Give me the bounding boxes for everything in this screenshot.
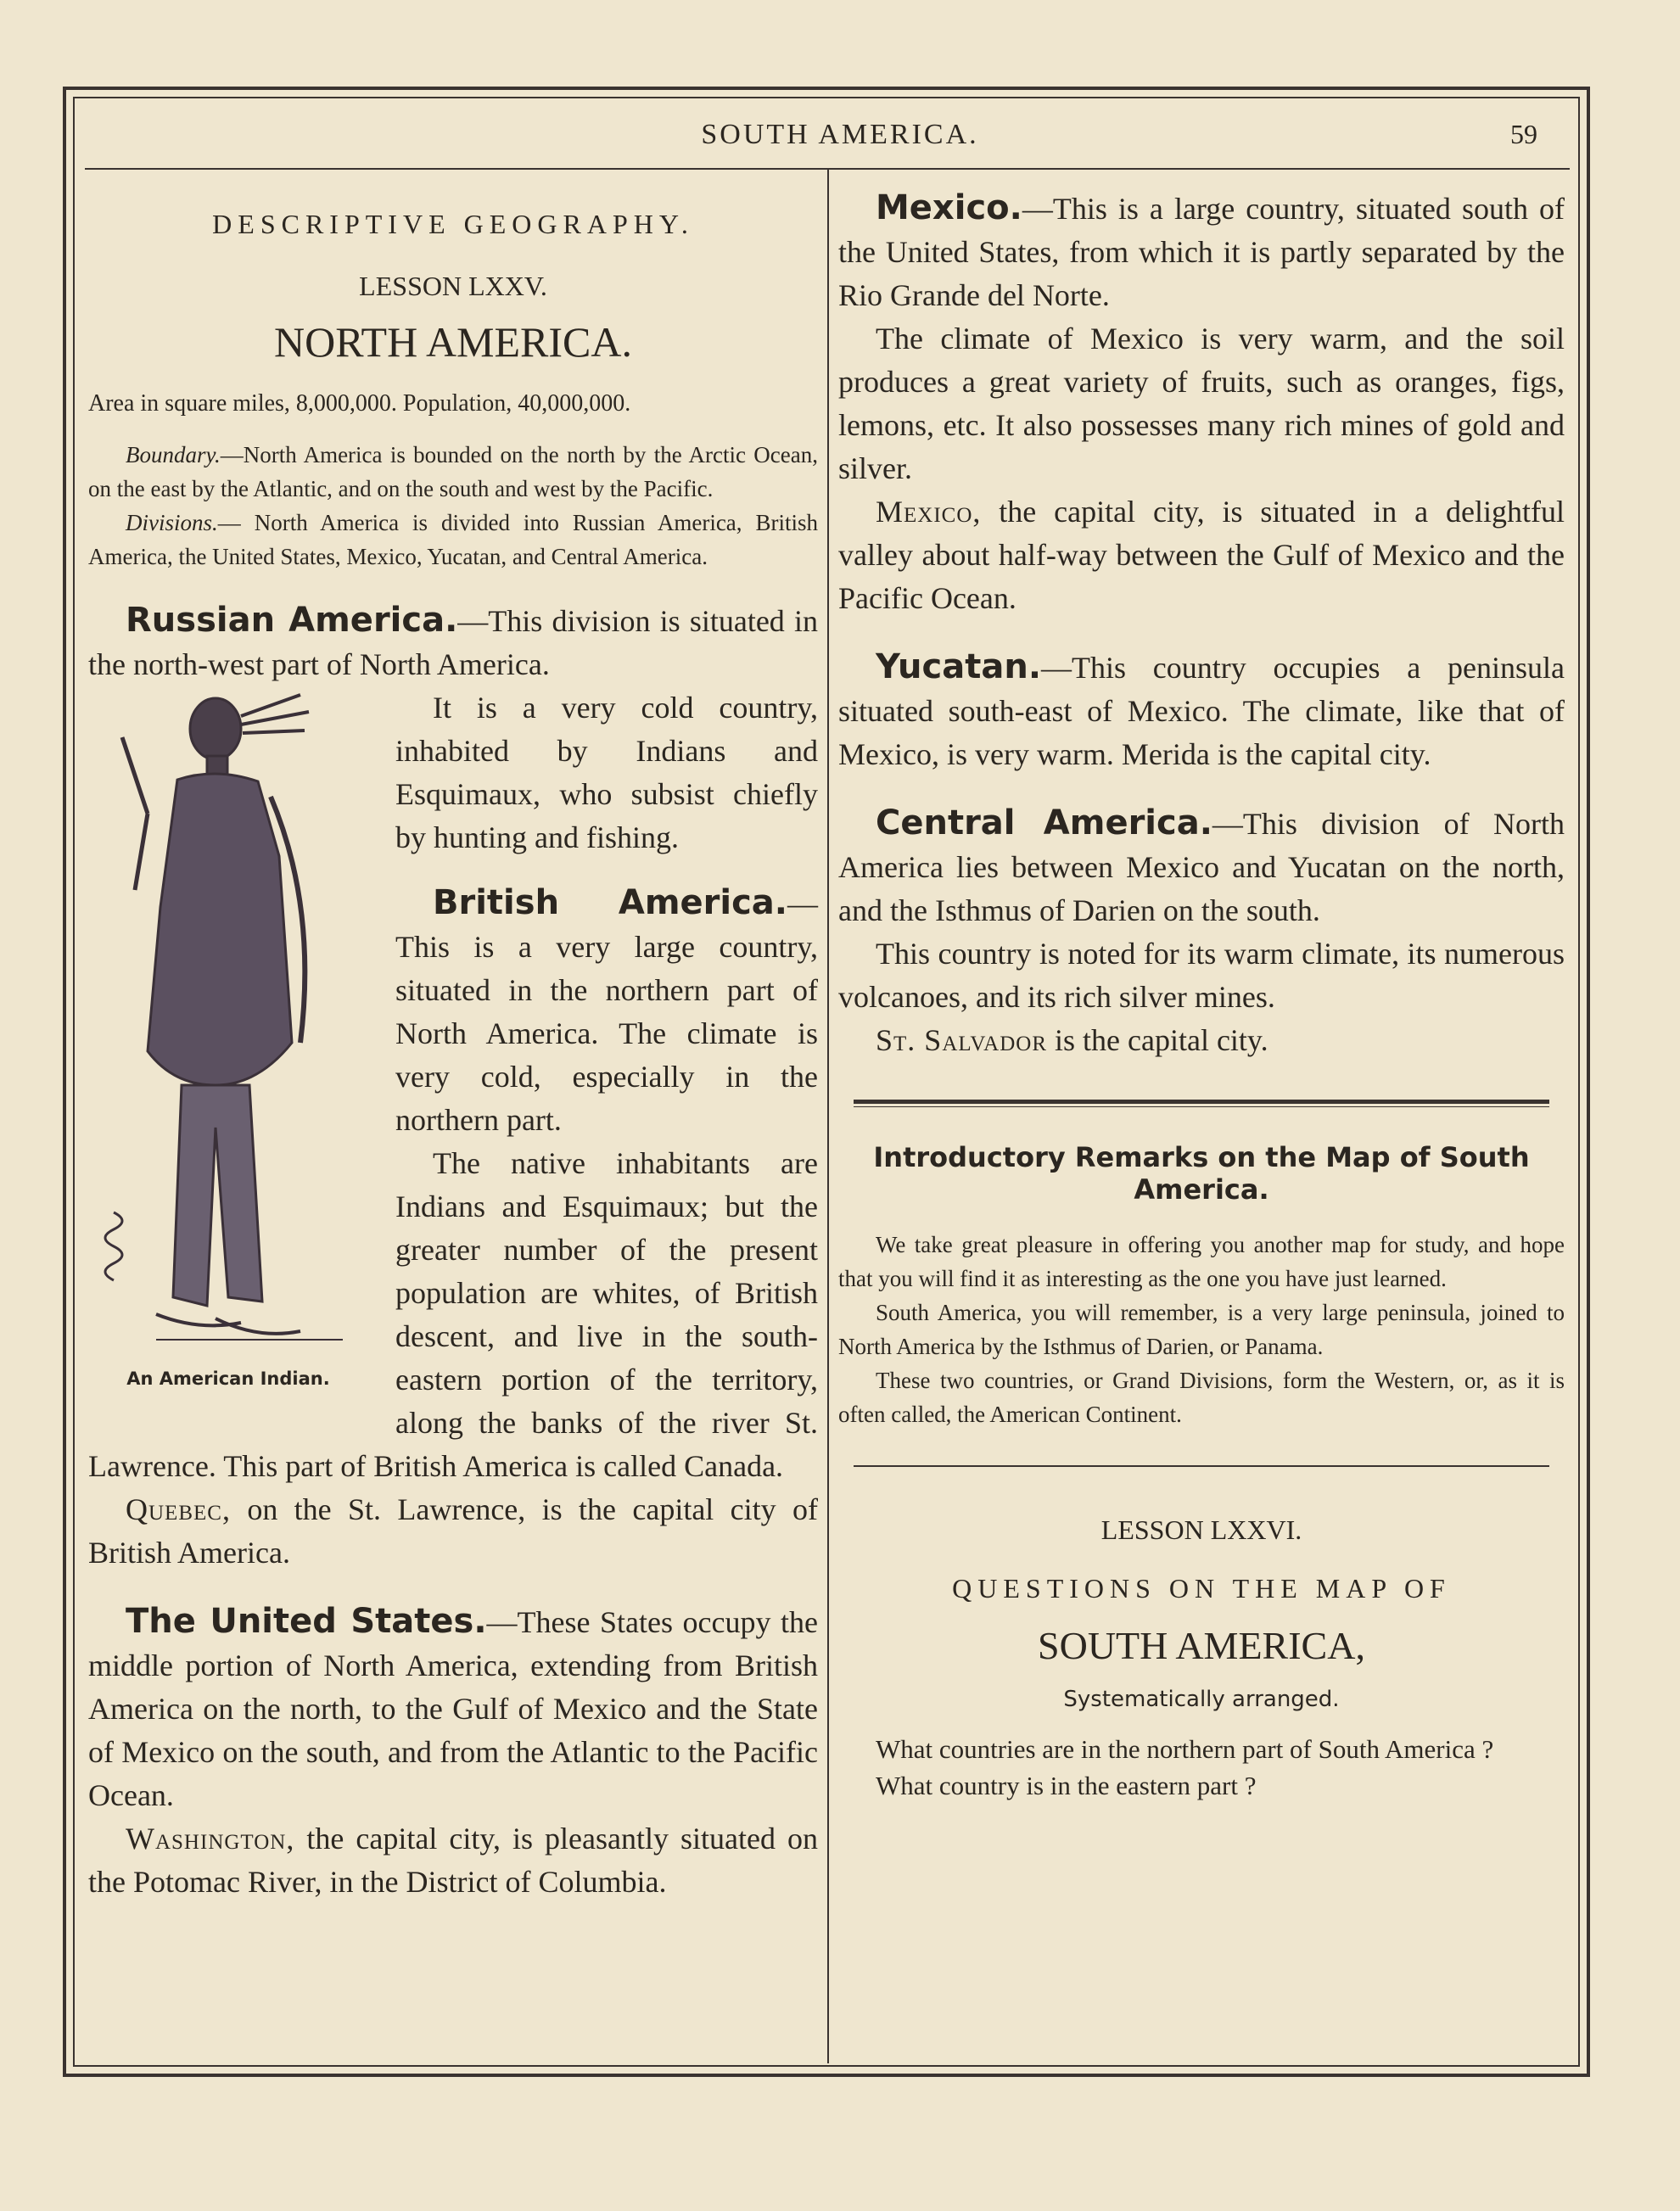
boundary-text: —North America is bounded on the north by the Arctic Ocean, on the east by the Atlantic, and on the south and west by the Pacific. (88, 442, 818, 501)
russian-america-paragraph (88, 599, 818, 686)
intro-paragraph-1: We take great pleasure in offering you another map for study, and hope that you will find it as interesting as the one you have just learned. (838, 1232, 1565, 1291)
salvador-paragraph (838, 1019, 1565, 1062)
intro-paragraph-3: These two countries, or Grand Divisions, form the Western, or, as it is often called, the American Continent. (838, 1368, 1565, 1427)
lesson-label: LESSON LXXV. (359, 271, 547, 301)
mexico-city-text: the capital city, is situated in a delightful valley about half-way between the Gulf of Mexico and the Pacific Ocean. (838, 495, 1565, 615)
washington-name: Washington, (126, 1822, 295, 1856)
questions-label: QUESTIONS ON THE MAP OF (952, 1573, 1451, 1604)
british-america-text: —This is a very large country, situated in the northern part of North America. The climate is very cold, especially in the northern part. (395, 887, 818, 1137)
yucatan-text: —This country occupies a peninsula situated south-east of Mexico. The climate, like that of Mexico, is very warm. Merida is the capital city. (838, 651, 1565, 771)
column-divider (827, 170, 829, 2063)
systematic-subtitle: Systematically arranged. (1063, 1687, 1340, 1712)
american-indian-figure-icon (88, 686, 377, 1382)
boundary-paragraph (88, 438, 818, 506)
intro-paragraph-2: South America, you will remember, is a very large peninsula, joined to North America by the Isthmus of Darien, or Panama. (838, 1300, 1565, 1359)
mexico-paragraph (838, 187, 1565, 317)
washington-paragraph (88, 1817, 818, 1904)
mexico-city-paragraph (838, 490, 1565, 620)
section-rule-thin (854, 1465, 1549, 1467)
russian-america-heading: Russian America. (126, 601, 458, 640)
boundary-label: Boundary. (126, 442, 221, 467)
salvador-text: is the capital city. (1047, 1023, 1268, 1057)
quebec-text: on the St. Lawrence, is the capital city of British America. (88, 1492, 818, 1570)
central-america-heading: Central America. (876, 803, 1212, 842)
running-header: SOUTH AMERICA. (701, 119, 979, 150)
british-america-heading: British America. (433, 883, 787, 922)
intro-remarks-title: Introductory Remarks on the Map of South America. (873, 1141, 1530, 1206)
area-population-line: Area in square miles, 8,000,000. Population, 40,000,000. (88, 390, 631, 417)
washington-text: the capital city, is pleasantly situated on the Potomac River, in the District of Columbia. (88, 1822, 818, 1899)
quebec-name: Quebec, (126, 1492, 231, 1526)
british-america-paragraph-2: The native inhabitants are Indians and Esquimaux; but the greater number of the present population are whites, of British descent, and live in the south-eastern portion of the territory, along the banks of the river St. Lawrence. This part of British America is called Canada. (88, 1146, 818, 1483)
question-1: What countries are in the northern part of South America ? (876, 1734, 1494, 1764)
central-america-text: —This division of North America lies between Mexico and Yucatan on the north, and the Isthmus of Darien on the south. (838, 807, 1565, 927)
south-america-title: SOUTH AMERICA, (1038, 1624, 1365, 1667)
united-states-heading: The United States. (126, 1602, 487, 1641)
mexico-paragraph-2: The climate of Mexico is very warm, and the soil produces a great variety of fruits, such as oranges, figs, lemons, etc. It also possesses many rich mines of gold and silver. (838, 322, 1565, 485)
lesson-title: NORTH AMERICA. (273, 318, 633, 366)
central-america-paragraph-2: This country is noted for its warm climate, its numerous volcanoes, and its rich silver mines. (838, 937, 1565, 1014)
yucatan-paragraph (838, 646, 1565, 776)
russian-america-paragraph-2: It is a very cold country, inhabited by Indians and Esquimaux, who subsist chiefly by hunting and fishing. (395, 691, 818, 854)
central-america-paragraph (838, 802, 1565, 932)
mexico-city-name: Mexico, (876, 495, 982, 529)
russian-america-text: —This division is situated in the north-west part of North America. (88, 604, 818, 681)
salvador-name: St. Salvador (876, 1023, 1048, 1057)
left-column (88, 187, 818, 1904)
page-number: 59 (1510, 119, 1537, 149)
yucatan-heading: Yucatan. (876, 647, 1042, 686)
divisions-label: Divisions. (126, 510, 218, 535)
divisions-paragraph (88, 506, 818, 574)
section-rule-heavy (854, 1100, 1549, 1107)
divisions-text: — North America is divided into Russian America, British America, the United States, Mexico, Yucatan, and Central America. (88, 510, 818, 569)
quebec-paragraph (88, 1488, 818, 1575)
american-indian-illustration (88, 686, 385, 1408)
mexico-heading: Mexico. (876, 188, 1022, 227)
illustration-caption: An American Indian. (126, 1369, 330, 1389)
section-label: DESCRIPTIVE GEOGRAPHY. (212, 209, 694, 239)
united-states-text: —These States occupy the middle portion of North America, extending from British America on the north, to the Gulf of Mexico and the State of Mexico on the south, and from the Atlantic to the Pacific Ocean. (88, 1605, 819, 1812)
right-column (838, 187, 1565, 1804)
mexico-text: —This is a large country, situated south of the United States, from which it is partly separated by the Rio Grande del Norte. (838, 192, 1565, 312)
lesson-2-label: LESSON LXXVI. (1100, 1514, 1302, 1545)
united-states-paragraph (88, 1600, 818, 1817)
question-2: What country is in the eastern part ? (876, 1771, 1257, 1800)
